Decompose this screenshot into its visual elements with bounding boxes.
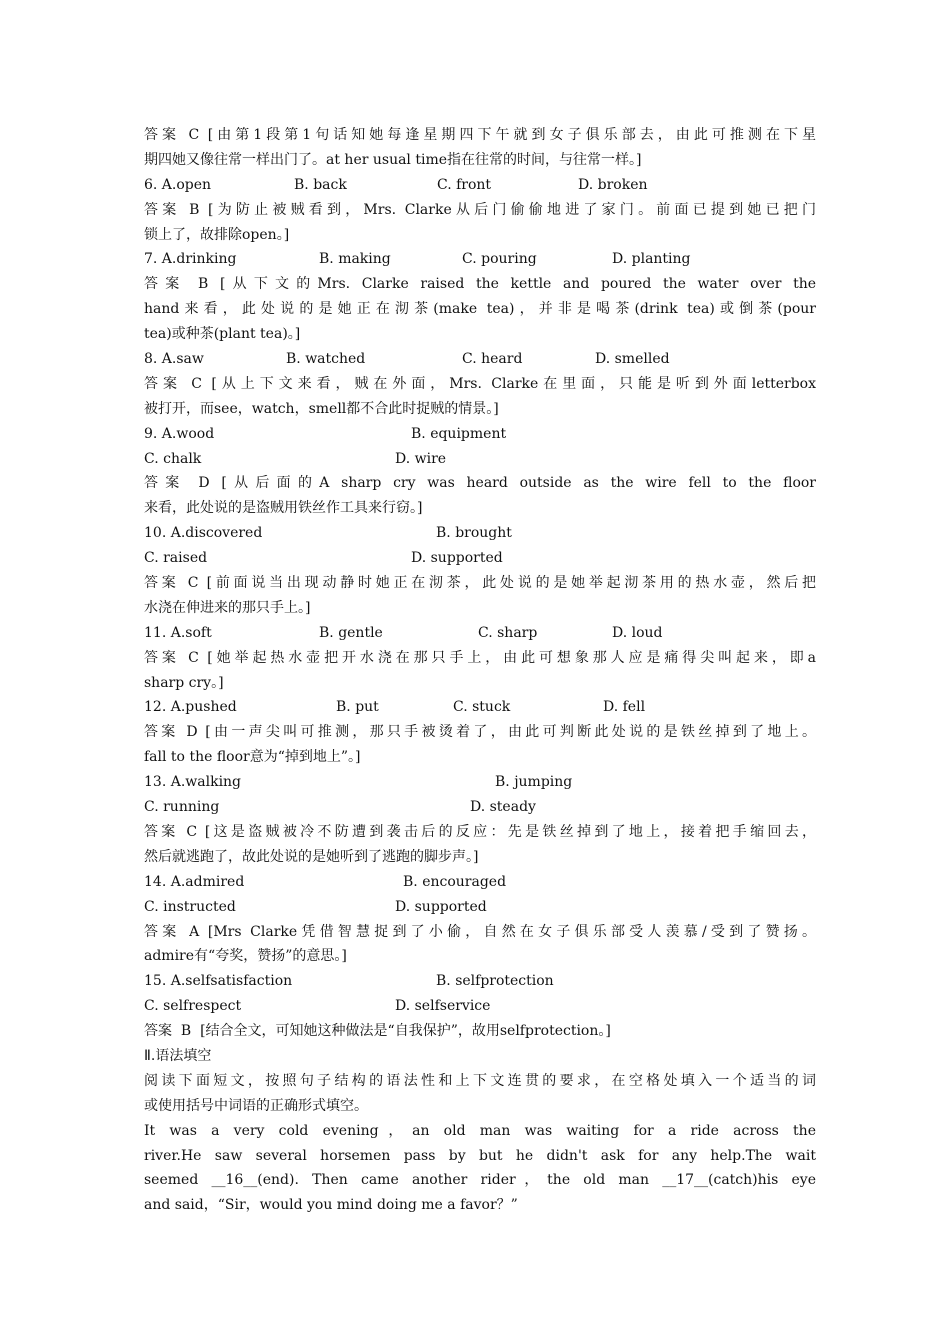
text-line-passage-3: seemed __16__(end). Then came another rider，the old man __17__(catch)his eye [144, 1172, 816, 1189]
option-q11-2: C. sharp [478, 624, 538, 641]
text-line-q14-ans-2: admire有“夸奖，赞扬”的意思。] [144, 948, 347, 965]
text-line-q9-ans-1: 答案 D [从后面的A sharp cry was heard outside as the wire fell to the floor [144, 475, 816, 492]
text-line-q12-ans-2: fall to the floor意为“掉到地上”。] [144, 749, 361, 766]
text-line-q14-ans-1: 答案 A [Mrs Clarke凭借智慧捉到了小偷，自然在女子俱乐部受人羡慕/受到了赞扬。 [144, 923, 816, 940]
options-row-q10 [144, 521, 816, 546]
text-line-q10-ans-1: 答案 C [前面说当出现动静时她正在沏茶，此处说的是她举起沏茶用的热水壶，然后把 [144, 575, 816, 592]
option-q8-1: B. watched [286, 351, 366, 368]
option-q12-1: B. put [336, 699, 379, 716]
option-q12-2: C. stuck [453, 699, 511, 716]
option-q14-1: B. encouraged [403, 873, 507, 890]
text-line-q7-ans-3: tea)或种茶(plant tea)。] [144, 326, 301, 343]
text-line-q7-ans-1: 答案 B [从下文的Mrs. Clarke raised the kettle and poured the water over the [144, 276, 816, 293]
text-line-q7-ans-2: hand来看，此处说的是她正在沏茶(make tea)，并非是喝茶(drink tea)或倒茶(pour [144, 301, 816, 318]
options-row-q12 [144, 695, 816, 720]
text-line-q8-ans-1: 答案 C [从上下文来看，贼在外面，Mrs. Clarke在里面，只能是听到外面letterbox [144, 375, 816, 392]
option-q9-b-1: D. wire [395, 450, 447, 467]
options-row-q13-b [144, 795, 816, 820]
option-q8-3: D. smelled [595, 351, 670, 368]
options-row-q9 [144, 422, 816, 447]
options-row-q14 [144, 870, 816, 895]
options-row-q7 [144, 247, 816, 272]
option-q10-0: 10. A.discovered [144, 525, 263, 542]
option-q15-1: B. selfprotection [436, 973, 554, 990]
option-q15-b-1: D. selfservice [395, 998, 491, 1015]
option-q9-b-0: C. chalk [144, 450, 202, 467]
text-line-q12-ans-1: 答案 D [由一声尖叫可推测，那只手被烫着了，由此可判断此处说的是铁丝掉到了地上。 [144, 724, 816, 741]
option-q11-1: B. gentle [319, 624, 383, 641]
option-q10-b-1: D. supported [411, 550, 503, 567]
option-q13-0: 13. A.walking [144, 774, 242, 791]
option-q13-1: B. jumping [495, 774, 573, 791]
text-line-sec2-inst-1: 阅读下面短文，按照句子结构的语法性和上下文连贯的要求，在空格处填入一个适当的词 [144, 1072, 816, 1089]
text-line-passage-4: and said，“Sir，would you mind doing me a favor？” [144, 1197, 518, 1214]
text-line-q9-ans-2: 来看，此处说的是盗贼用铁丝作工具来行窃。] [144, 500, 423, 517]
option-q7-1: B. making [319, 251, 391, 268]
option-q7-0: 7. A.drinking [144, 251, 237, 268]
option-q6-3: D. broken [578, 176, 648, 193]
options-row-q15-b [144, 994, 816, 1019]
option-q15-b-0: C. selfrespect [144, 998, 242, 1015]
option-q13-b-0: C. running [144, 799, 220, 816]
text-line-q10-ans-2: 水浇在伸进来的那只手上。] [144, 599, 311, 616]
options-row-q8 [144, 347, 816, 372]
option-q14-b-1: D. supported [395, 898, 487, 915]
text-line-q13-ans-1: 答案 C [这是盗贼被冷不防遭到袭击后的反应：先是铁丝掉到了地上，接着把手缩回去， [144, 823, 816, 840]
text-line-passage-2: river.He saw several horsemen pass by but he didn't ask for any help.The wait [144, 1147, 816, 1164]
text-line-passage-1: It was a very cold evening，an old man was waiting for a ride across the [144, 1122, 816, 1139]
option-q7-2: C. pouring [462, 251, 537, 268]
option-q14-b-0: C. instructed [144, 898, 236, 915]
section-heading: Ⅱ.语法填空 [144, 1047, 212, 1064]
options-row-q9-b [144, 447, 816, 472]
text-line-q5-ans-2: 期四她又像往常一样出门了。at her usual time指在往常的时间，与往常一样。] [144, 151, 642, 168]
options-row-q15 [144, 969, 816, 994]
option-q13-b-1: D. steady [470, 799, 536, 816]
text-line-sec2-inst-2: 或使用括号中词语的正确形式填空。 [144, 1097, 368, 1114]
option-q12-0: 12. A.pushed [144, 699, 237, 716]
option-q9-0: 9. A.wood [144, 425, 215, 442]
option-q7-3: D. planting [612, 251, 691, 268]
text-line-q6-ans-1: 答案 B [为防止被贼看到，Mrs. Clarke从后门偷偷地进了家门。前面已提到她已把门 [144, 201, 816, 218]
text-line-q13-ans-2: 然后就逃跑了，故此处说的是她听到了逃跑的脚步声。] [144, 848, 479, 865]
option-q9-1: B. equipment [411, 425, 507, 442]
option-q8-0: 8. A.saw [144, 351, 204, 368]
option-q14-0: 14. A.admired [144, 873, 245, 890]
text-line-q11-ans-2: sharp cry。] [144, 674, 224, 691]
option-q11-0: 11. A.soft [144, 624, 212, 641]
options-row-q10-b [144, 546, 816, 571]
text-line-q8-ans-2: 被打开，而see，watch，smell都不合此时捉贼的情景。] [144, 400, 499, 417]
options-row-q11 [144, 621, 816, 646]
option-q6-2: C. front [437, 176, 492, 193]
document-body [144, 123, 816, 1218]
option-q6-1: B. back [294, 176, 347, 193]
text-line-q6-ans-2: 锁上了，故排除open。] [144, 226, 290, 243]
text-line-q11-ans-1: 答案 C [她举起热水壶把开水浇在那只手上，由此可想象那人应是痛得尖叫起来，即a [144, 649, 816, 666]
option-q15-0: 15. A.selfsatisfaction [144, 973, 293, 990]
text-line-q5-ans-1: 答案 C [由第1段第1句话知她每逢星期四下午就到女子俱乐部去，由此可推测在下星 [144, 127, 816, 143]
options-row-q14-b [144, 895, 816, 920]
options-row-q13 [144, 770, 816, 795]
options-row-q6 [144, 173, 816, 198]
option-q11-3: D. loud [612, 624, 663, 641]
option-q10-b-0: C. raised [144, 550, 208, 567]
text-line-q15-ans-1: 答案 B [结合全文，可知她这种做法是“自我保护”，故用selfprotection。] [144, 1023, 611, 1040]
option-q10-1: B. brought [436, 525, 512, 542]
option-q6-0: 6. A.open [144, 176, 212, 193]
option-q8-2: C. heard [462, 351, 523, 368]
option-q12-3: D. fell [603, 699, 646, 716]
